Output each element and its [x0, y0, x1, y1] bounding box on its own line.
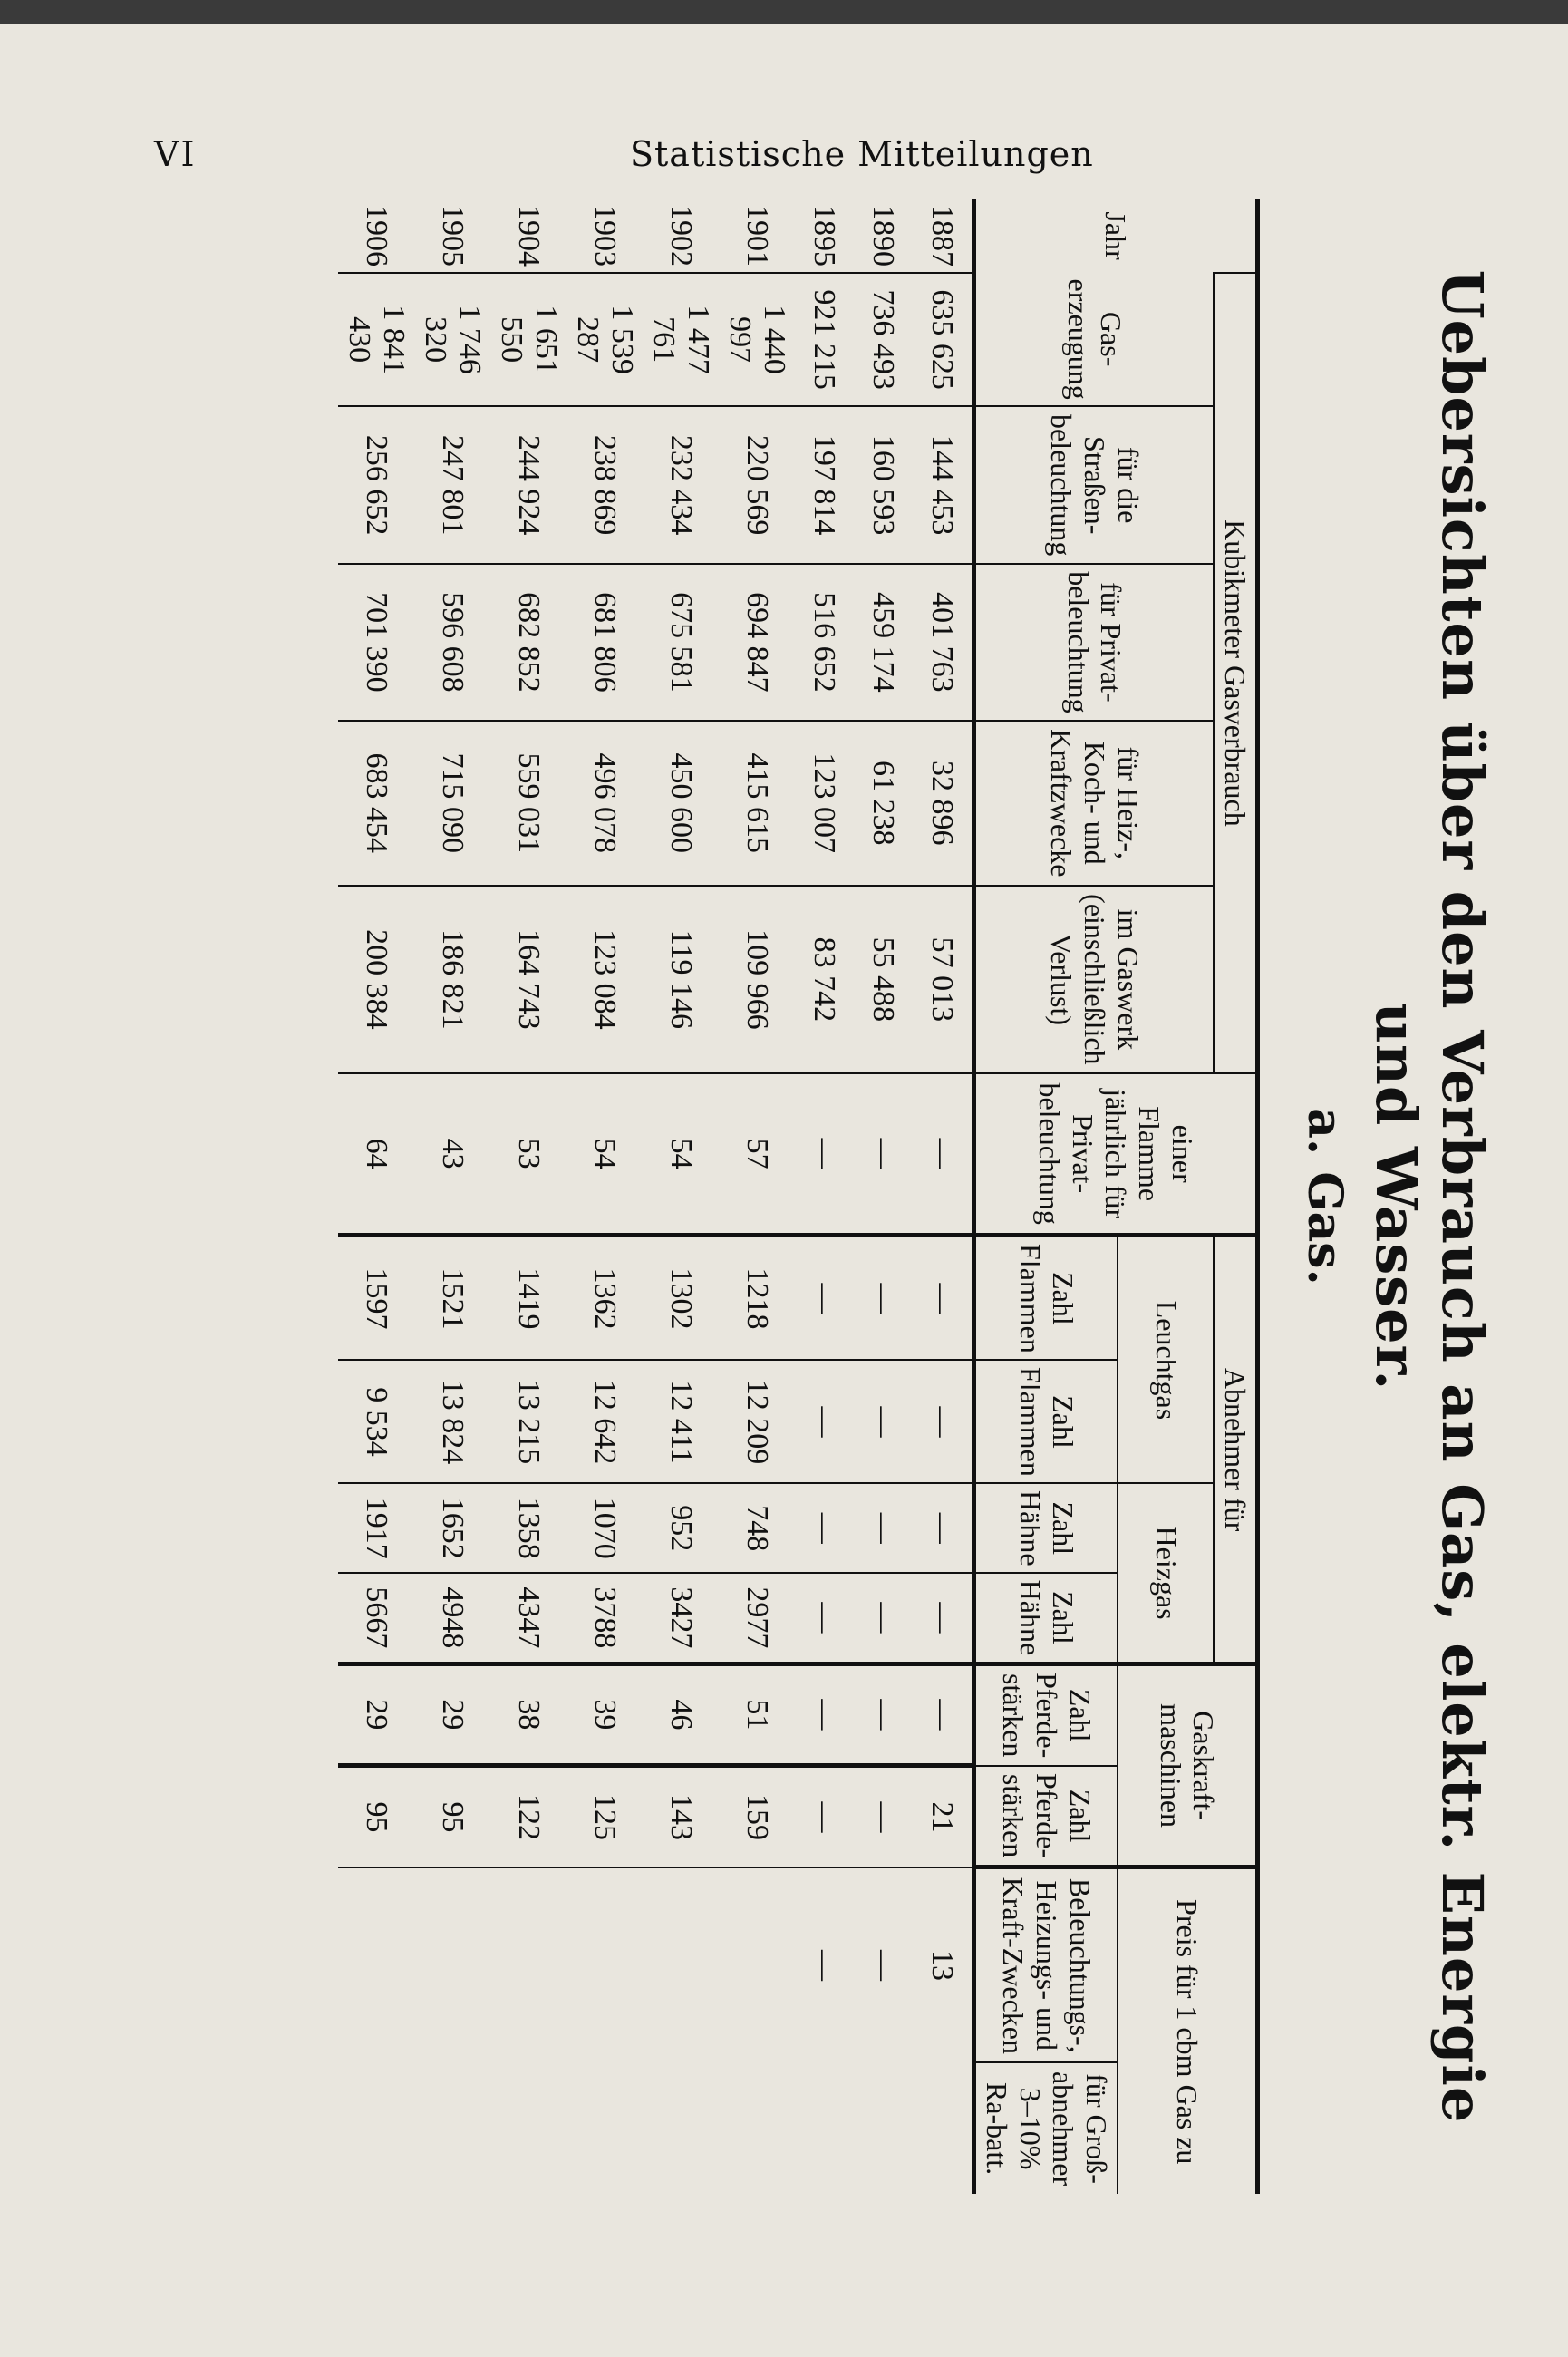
cell-fl: 57	[719, 1073, 795, 1236]
cell-ps: 29	[414, 1663, 490, 1765]
cell-hae: —	[913, 1483, 974, 1573]
group-header-heizgas: Heizgas	[1118, 1483, 1214, 1663]
cell-hae: 748	[719, 1483, 795, 1573]
cell-zg: 2977	[719, 1573, 795, 1663]
cell-hae: 1652	[414, 1483, 490, 1573]
cell-zg: 3427	[643, 1573, 719, 1663]
table-row	[795, 199, 854, 2194]
cell-ga	[566, 1867, 643, 2062]
col-header-grossabnehmer: für Groß-abnehmer 3–10% Ra-batt.	[974, 2062, 1118, 2194]
cell-jahr: 1906	[360, 205, 393, 267]
cell-heiz: 559 031	[490, 721, 566, 886]
cell-heiz: 450 600	[643, 721, 719, 886]
gas-consumption-table	[338, 199, 1260, 2194]
cell-pr: 143	[643, 1766, 719, 1867]
cell-ps: —	[854, 1663, 913, 1765]
table-row	[643, 199, 719, 2194]
cell-gas: 1 440 997	[719, 273, 795, 406]
cell-str: 247 801	[414, 406, 490, 564]
col-header-gaserzeugung: Gas-erzeugung	[974, 273, 1215, 406]
cell-zh: —	[795, 1360, 854, 1483]
cell-jahr: 1904	[512, 205, 546, 267]
cell-priv: 596 608	[414, 564, 490, 721]
rotated-table-sheet	[181, 199, 1523, 2194]
cell-gas: 1 746 320	[414, 273, 490, 406]
cell-zl: 1597	[338, 1236, 414, 1361]
cell-fl: —	[795, 1073, 854, 1236]
col-header-heiz: für Heiz-, Koch- und Kraftzwecke	[974, 721, 1215, 886]
cell-hae: 1358	[490, 1483, 566, 1573]
cell-gas: 635 625	[913, 273, 974, 406]
cell-werk: 186 821	[414, 886, 490, 1073]
cell-zg: 3788	[566, 1573, 643, 1663]
cell-zg: —	[913, 1573, 974, 1663]
cell-priv: 682 852	[490, 564, 566, 721]
cell-jahr: 1890	[866, 205, 901, 267]
cell-werk: 123 084	[566, 886, 643, 1073]
cell-ps: —	[795, 1663, 854, 1765]
col-header-zahl-heiz: Zahl Hähne	[974, 1483, 1118, 1573]
cell-hae: —	[854, 1483, 913, 1573]
cell-gas: 921 215	[795, 273, 854, 406]
cell-heiz: 715 090	[414, 721, 490, 886]
cell-zl: —	[854, 1236, 913, 1361]
main-title: Uebersichten über den Verbrauch an Gas, elektr. Energie und Wasser.	[1363, 269, 1495, 2124]
cell-ps: 29	[338, 1663, 414, 1765]
group-header-abnehmer: Abnehmer für	[1214, 1236, 1257, 1663]
scan-border	[0, 0, 1568, 24]
col-header-flammen: Zahl Flammen	[974, 1360, 1118, 1483]
col-header-privat: für Privat-beleuchtung	[974, 564, 1215, 721]
col-header-beleuchtung-preis: Beleuchtungs-, Heizungs- und Kraft-Zwecken	[974, 1867, 1118, 2062]
cell-zh: 12 642	[566, 1360, 643, 1483]
cell-hae: 1070	[566, 1483, 643, 1573]
cell-pr: 122	[490, 1766, 566, 1867]
cell-werk: 109 966	[719, 886, 795, 1073]
cell-zh: 12 411	[643, 1360, 719, 1483]
table-row	[854, 199, 913, 2194]
cell-zg: 4948	[414, 1573, 490, 1663]
col-header-pferdestaerken-2: Zahl Pferde-stärken	[974, 1766, 1118, 1867]
group-header-leuchtgas: Leuchtgas	[1118, 1236, 1214, 1484]
cell-zl: 1419	[490, 1236, 566, 1361]
cell-priv: 459 174	[854, 564, 913, 721]
cell-ga: 13	[913, 1867, 974, 2062]
cell-ps: 39	[566, 1663, 643, 1765]
cell-gas: 736 493	[854, 273, 913, 406]
title-block	[1297, 199, 1523, 2194]
cell-fl: —	[913, 1073, 974, 1236]
page-number: VI	[154, 134, 197, 174]
cell-jahr: 1895	[808, 205, 842, 267]
cell-zl: 1302	[643, 1236, 719, 1361]
cell-jahr: 1902	[664, 205, 698, 267]
cell-hae: 952	[643, 1483, 719, 1573]
cell-heiz: 32 896	[913, 721, 974, 886]
cell-jahr: 1903	[588, 205, 622, 267]
cell-ps: —	[913, 1663, 974, 1765]
cell-priv: 675 581	[643, 564, 719, 721]
cell-zg: —	[854, 1573, 913, 1663]
cell-fl: —	[854, 1073, 913, 1236]
cell-gas: 1 539 287	[566, 273, 643, 406]
cell-heiz: 123 007	[795, 721, 854, 886]
cell-heiz: 683 454	[338, 721, 414, 886]
cell-hae: —	[795, 1483, 854, 1573]
cell-werk: 164 743	[490, 886, 566, 1073]
cell-zl: —	[795, 1236, 854, 1361]
cell-fl: 64	[338, 1073, 414, 1236]
cell-fl: 54	[643, 1073, 719, 1236]
cell-fl: 53	[490, 1073, 566, 1236]
cell-priv: 516 652	[795, 564, 854, 721]
cell-werk: 55 488	[854, 886, 913, 1073]
cell-hae: 1917	[338, 1483, 414, 1573]
cell-gas: 1 651 550	[490, 273, 566, 406]
cell-zh: —	[854, 1360, 913, 1483]
cell-heiz: 61 238	[854, 721, 913, 886]
cell-pr: 125	[566, 1766, 643, 1867]
col-header-gaswerk: im Gaswerk (einschließlich Verlust)	[974, 886, 1215, 1073]
cell-gas: 1 841 430	[338, 273, 414, 406]
cell-str: 144 453	[913, 406, 974, 564]
cell-priv: 701 390	[338, 564, 414, 721]
cell-pr: 159	[719, 1766, 795, 1867]
cell-str: 232 434	[643, 406, 719, 564]
cell-pr: 21	[913, 1766, 974, 1867]
cell-ps: 38	[490, 1663, 566, 1765]
cell-priv: 681 806	[566, 564, 643, 721]
table-row	[566, 199, 643, 2194]
cell-fl: 43	[414, 1073, 490, 1236]
cell-pr: —	[854, 1766, 913, 1867]
cell-ga	[719, 1867, 795, 2062]
col-header-strassen: für die Straßen-beleuchtung	[974, 406, 1215, 564]
cell-ga: —	[795, 1867, 854, 2062]
cell-zh: 13 215	[490, 1360, 566, 1483]
cell-priv: 694 847	[719, 564, 795, 721]
cell-str: 256 652	[338, 406, 414, 564]
col-header-haehne: Zahl Hähne	[974, 1573, 1118, 1663]
running-title: Statistische Mitteilungen	[630, 134, 1094, 174]
cell-werk: 57 013	[913, 886, 974, 1073]
cell-str: 160 593	[854, 406, 913, 564]
col-header-flamme: einer Flamme jährlich für Privat-beleuchtung	[974, 1073, 1258, 1236]
cell-str: 197 814	[795, 406, 854, 564]
cell-ps: 51	[719, 1663, 795, 1765]
cell-werk: 119 146	[643, 886, 719, 1073]
page-header	[136, 118, 1314, 190]
cell-zl: 1521	[414, 1236, 490, 1361]
cell-pr: —	[795, 1766, 854, 1867]
cell-zh: 9 534	[338, 1360, 414, 1483]
cell-zg: 4347	[490, 1573, 566, 1663]
cell-werk: 83 742	[795, 886, 854, 1073]
cell-zg: 5667	[338, 1573, 414, 1663]
table-body	[338, 199, 974, 2194]
cell-ga	[414, 1867, 490, 2062]
cell-werk: 200 384	[338, 886, 414, 1073]
cell-priv: 401 763	[913, 564, 974, 721]
cell-zh: 13 824	[414, 1360, 490, 1483]
cell-ga: —	[854, 1867, 913, 2062]
group-header-preis: Preis für 1 cbm Gas zu	[1118, 1867, 1257, 2194]
cell-gas: 1 477 761	[643, 273, 719, 406]
cell-pr: 95	[414, 1766, 490, 1867]
cell-str: 238 869	[566, 406, 643, 564]
cell-ga	[338, 1867, 414, 2062]
cell-zh: —	[913, 1360, 974, 1483]
table-row	[338, 199, 414, 2194]
group-header-gasverbrauch: Kubikmeter Gasverbrauch	[1214, 273, 1257, 1073]
cell-ga	[490, 1867, 566, 2062]
cell-str: 220 569	[719, 406, 795, 564]
cell-jahr: 1901	[740, 205, 774, 267]
cell-ga	[643, 1867, 719, 2062]
cell-zl: 1218	[719, 1236, 795, 1361]
cell-heiz: 496 078	[566, 721, 643, 886]
table-row	[490, 199, 566, 2194]
cell-zh: 12 209	[719, 1360, 795, 1483]
cell-ps: 46	[643, 1663, 719, 1765]
table-row	[414, 199, 490, 2194]
cell-jahr: 1887	[925, 205, 960, 267]
gas-table-wrapper	[338, 199, 1260, 2194]
section-title: a. Gas.	[1297, 1108, 1352, 1285]
table-row	[913, 199, 974, 2194]
table-row	[719, 199, 795, 2194]
cell-zl: —	[913, 1236, 974, 1361]
col-header-pferdestaerken: Zahl Pferde-stärken	[974, 1663, 1118, 1765]
col-header-jahr: Jahr	[974, 199, 1258, 273]
cell-jahr: 1905	[436, 205, 469, 267]
col-header-zahl-leucht: Zahl Flammen	[974, 1236, 1118, 1361]
cell-zg: —	[795, 1573, 854, 1663]
cell-pr: 95	[338, 1766, 414, 1867]
cell-zl: 1362	[566, 1236, 643, 1361]
cell-fl: 54	[566, 1073, 643, 1236]
cell-heiz: 415 615	[719, 721, 795, 886]
cell-str: 244 924	[490, 406, 566, 564]
group-header-gaskraftmaschinen: Gaskraft-maschinen	[1118, 1663, 1257, 1867]
